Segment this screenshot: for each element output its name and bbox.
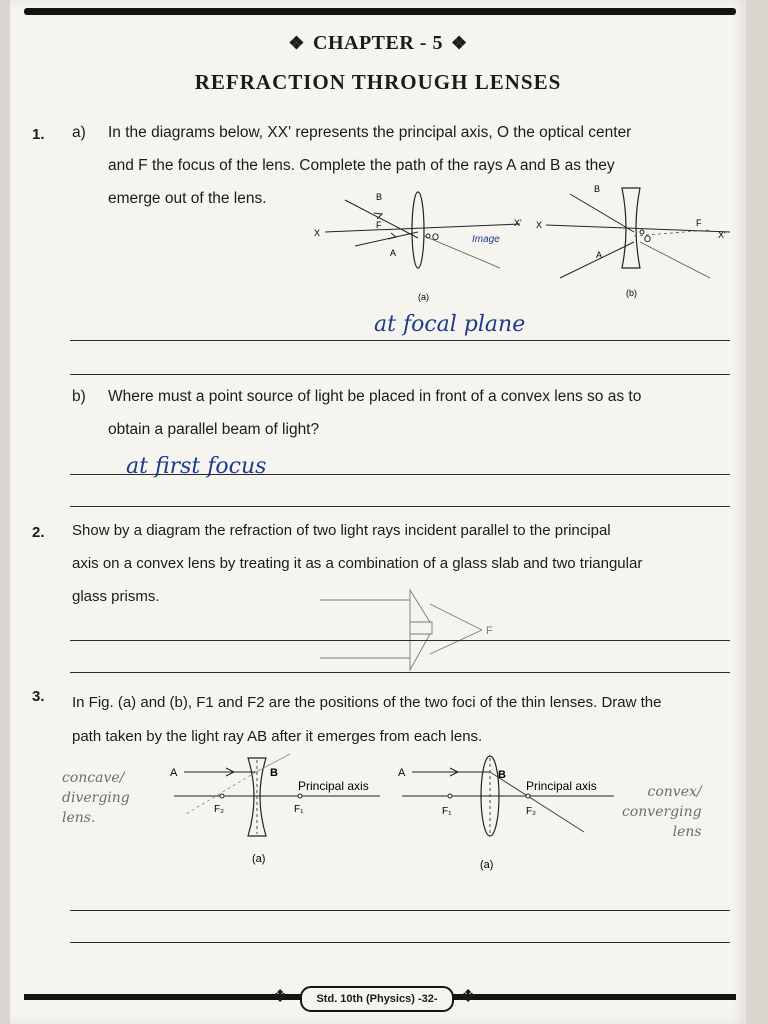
answer-line	[70, 374, 730, 375]
figure-1b-concave-lens	[530, 180, 735, 300]
fig-label: X'	[514, 218, 522, 228]
fig-label: B	[376, 192, 383, 202]
subquestion-label: b)	[72, 388, 86, 405]
diamond-ornament-icon: ❖	[450, 33, 468, 53]
fig-label: F	[376, 220, 382, 230]
pencil-note-line: diverging	[62, 790, 130, 806]
fig-label: F₁	[294, 804, 304, 815]
question-text	[108, 380, 738, 446]
diamond-ornament-icon: ❖	[288, 33, 306, 53]
fig-label: F	[696, 218, 702, 228]
question-line: Where must a point source of light be placed in front of a convex lens so as to	[108, 388, 642, 405]
footer-ornament-icon: ❖	[460, 986, 477, 1006]
fig-label: O	[644, 234, 652, 244]
question-line: obtain a parallel beam of light?	[108, 421, 320, 438]
answer-line	[70, 506, 730, 507]
figure-1a-convex-lens	[310, 180, 530, 310]
pencil-note-line: convex/	[647, 784, 702, 800]
fig-label: A	[390, 248, 397, 258]
chapter-heading	[10, 32, 746, 55]
question-line: and F the focus of the lens. Complete the path of the rays A and B as they	[108, 157, 615, 174]
fig-caption: (b)	[626, 288, 637, 298]
figure-3b-convex-lens	[394, 752, 616, 876]
fig-label: O	[432, 232, 440, 242]
fig-caption: (a)	[480, 859, 494, 871]
fig-label: X'	[718, 230, 726, 240]
top-border	[24, 8, 736, 15]
pencil-note-line: converging	[622, 804, 702, 820]
fig-label: A	[398, 767, 406, 779]
page-title: REFRACTION THROUGH LENSES	[194, 70, 562, 94]
answer-line	[70, 942, 730, 943]
answer-line	[70, 640, 730, 641]
chapter-label: CHAPTER - 5	[313, 32, 443, 54]
fig-label: A	[170, 767, 178, 779]
answer-line	[70, 474, 730, 475]
worksheet-page	[10, 0, 746, 1024]
answer-line	[70, 910, 730, 911]
fig-label: X	[536, 220, 543, 230]
pencil-note-line: concave/	[62, 770, 125, 786]
question-line: Show by a diagram the refraction of two light rays incident parallel to the principal	[72, 522, 611, 539]
question-number: 1.	[32, 126, 45, 143]
fig-label: F₂	[526, 806, 536, 817]
fig-label: B	[498, 769, 506, 781]
handwritten-answer: at focal plane	[374, 312, 526, 337]
fig-label: F₂	[214, 804, 224, 815]
subquestion-label: a)	[72, 124, 86, 141]
question-number: 2.	[32, 524, 45, 541]
fig-caption: (a)	[418, 292, 429, 302]
question-line: glass prisms.	[72, 588, 160, 605]
pencil-note-line: lens	[672, 824, 702, 840]
question-line: In Fig. (a) and (b), F1 and F2 are the positions of the two foci of the thin lenses. Draw the	[72, 694, 662, 711]
fig-label: F	[486, 625, 493, 637]
question-line: emerge out of the lens.	[108, 190, 267, 207]
answer-line	[70, 340, 730, 341]
question-line: path taken by the light ray AB after it emerges from each lens.	[72, 728, 483, 745]
figure-2-pencil-sketch	[310, 582, 510, 682]
question-number: 3.	[32, 688, 45, 705]
handwritten-note: Image	[472, 234, 500, 245]
fig-caption: (a)	[252, 853, 266, 865]
pencil-note-left	[62, 768, 130, 828]
fig-label: F₁	[442, 806, 452, 817]
fig-label: X	[314, 228, 321, 238]
pencil-note-line: lens.	[62, 810, 96, 826]
page-footer: Std. 10th (Physics) -32-	[300, 986, 454, 1012]
fig-label: A	[596, 250, 603, 260]
fig-label: B	[594, 184, 601, 194]
question-text	[72, 686, 738, 754]
answer-line	[70, 672, 730, 673]
pencil-note-right	[622, 782, 702, 842]
figure-3a-concave-lens	[160, 752, 390, 872]
footer-ornament-icon: ❖	[272, 986, 289, 1006]
question-line: axis on a convex lens by treating it as a combination of a glass slab and two triangular	[72, 555, 643, 572]
axis-label: Principal axis	[298, 779, 369, 793]
fig-label: B	[270, 767, 278, 779]
axis-label: Principal axis	[526, 779, 597, 793]
handwritten-answer: at first focus	[126, 454, 267, 479]
question-line: In the diagrams below, XX' represents the principal axis, O the optical center	[108, 124, 632, 141]
